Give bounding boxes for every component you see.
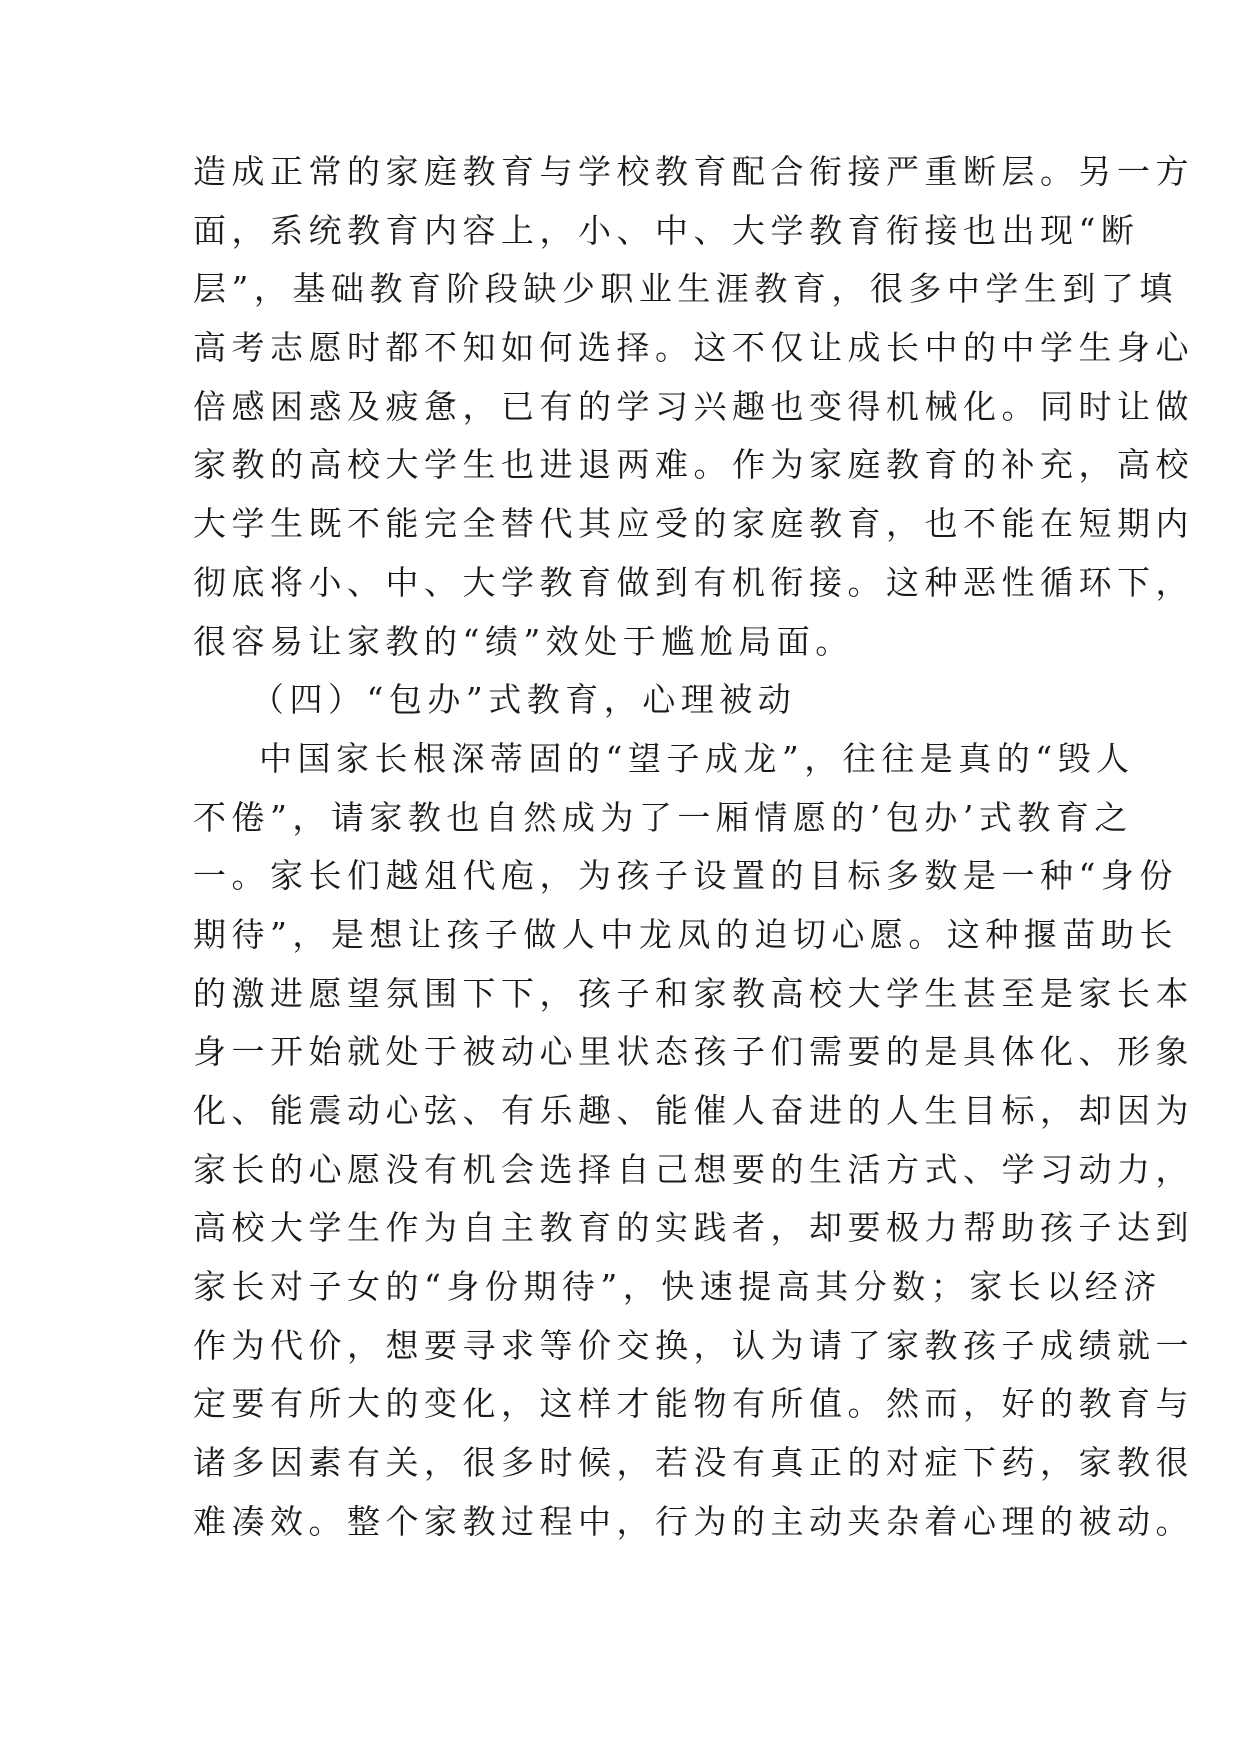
text-line: 高校大学生作为自主教育的实践者，却要极力帮助孩子达到	[193, 1208, 1194, 1248]
text-line: 一。家长们越俎代庖，为孩子设置的目标多数是一种“身份	[193, 856, 1178, 896]
text-line: 家教的高校大学生也进退两难。作为家庭教育的补充，高校	[193, 445, 1194, 485]
text-line: 中国家长根深蒂固的“望子成龙”，往往是真的“毁人	[259, 738, 1135, 778]
text-line: 化、能震动心弦、有乐趣、能催人奋进的人生目标，却因为	[193, 1091, 1194, 1130]
text-line: 造成正常的家庭教育与学校教育配合衔接严重断层。另一方	[193, 152, 1194, 191]
text-line: 身一开始就处于被动心里状态孩子们需要的是具体化、形象	[193, 1032, 1194, 1072]
text-line: 家长的心愿没有机会选择自己想要的生活方式、学习动力，	[193, 1149, 1194, 1189]
text-line: 定要有所大的变化，这样才能物有所值。然而，好的教育与	[193, 1384, 1194, 1424]
text-line: 倍感困惑及疲惫，已有的学习兴趣也变得机械化。同时让做	[193, 386, 1194, 426]
text-line: 的激进愿望氛围下下，孩子和家教高校大学生甚至是家长本	[193, 973, 1194, 1013]
body-text	[193, 143, 1194, 1552]
text-line: 大学生既不能完全替代其应受的家庭教育，也不能在短期内	[193, 504, 1194, 544]
text-line: 不倦”，请家教也自然成为了一厢情愿的’包办’式教育之	[193, 797, 1133, 837]
text-line: 高考志愿时都不知如何选择。这不仅让成长中的中学生身心	[193, 328, 1194, 368]
text-line: 期待”，是想让孩子做人中龙凤的迫切心愿。这种揠苗助长	[193, 914, 1178, 954]
text-line: 层”，基础教育阶段缺少职业生涯教育，很多中学生到了填	[193, 269, 1178, 309]
section-heading: （四）“包办”式教育，心理被动	[251, 680, 797, 720]
text-line: 面，系统教育内容上，小、中、大学教育衔接也出现“断	[193, 210, 1140, 250]
text-line: 难凑效。整个家教过程中，行为的主动夹杂着心理的被动。	[193, 1501, 1194, 1541]
text-line: 诸多因素有关，很多时候，若没有真正的对症下药，家教很	[193, 1443, 1194, 1483]
text-line: 家长对子女的“身份期待”，快速提高其分数；家长以经济	[193, 1267, 1162, 1307]
text-line: 作为代价，想要寻求等价交换，认为请了家教孩子成绩就一	[193, 1325, 1194, 1365]
text-line: 彻底将小、中、大学教育做到有机衔接。这种恶性循环下，	[193, 562, 1194, 602]
text-line: 很容易让家教的“绩”效处于尴尬局面。	[193, 621, 854, 661]
